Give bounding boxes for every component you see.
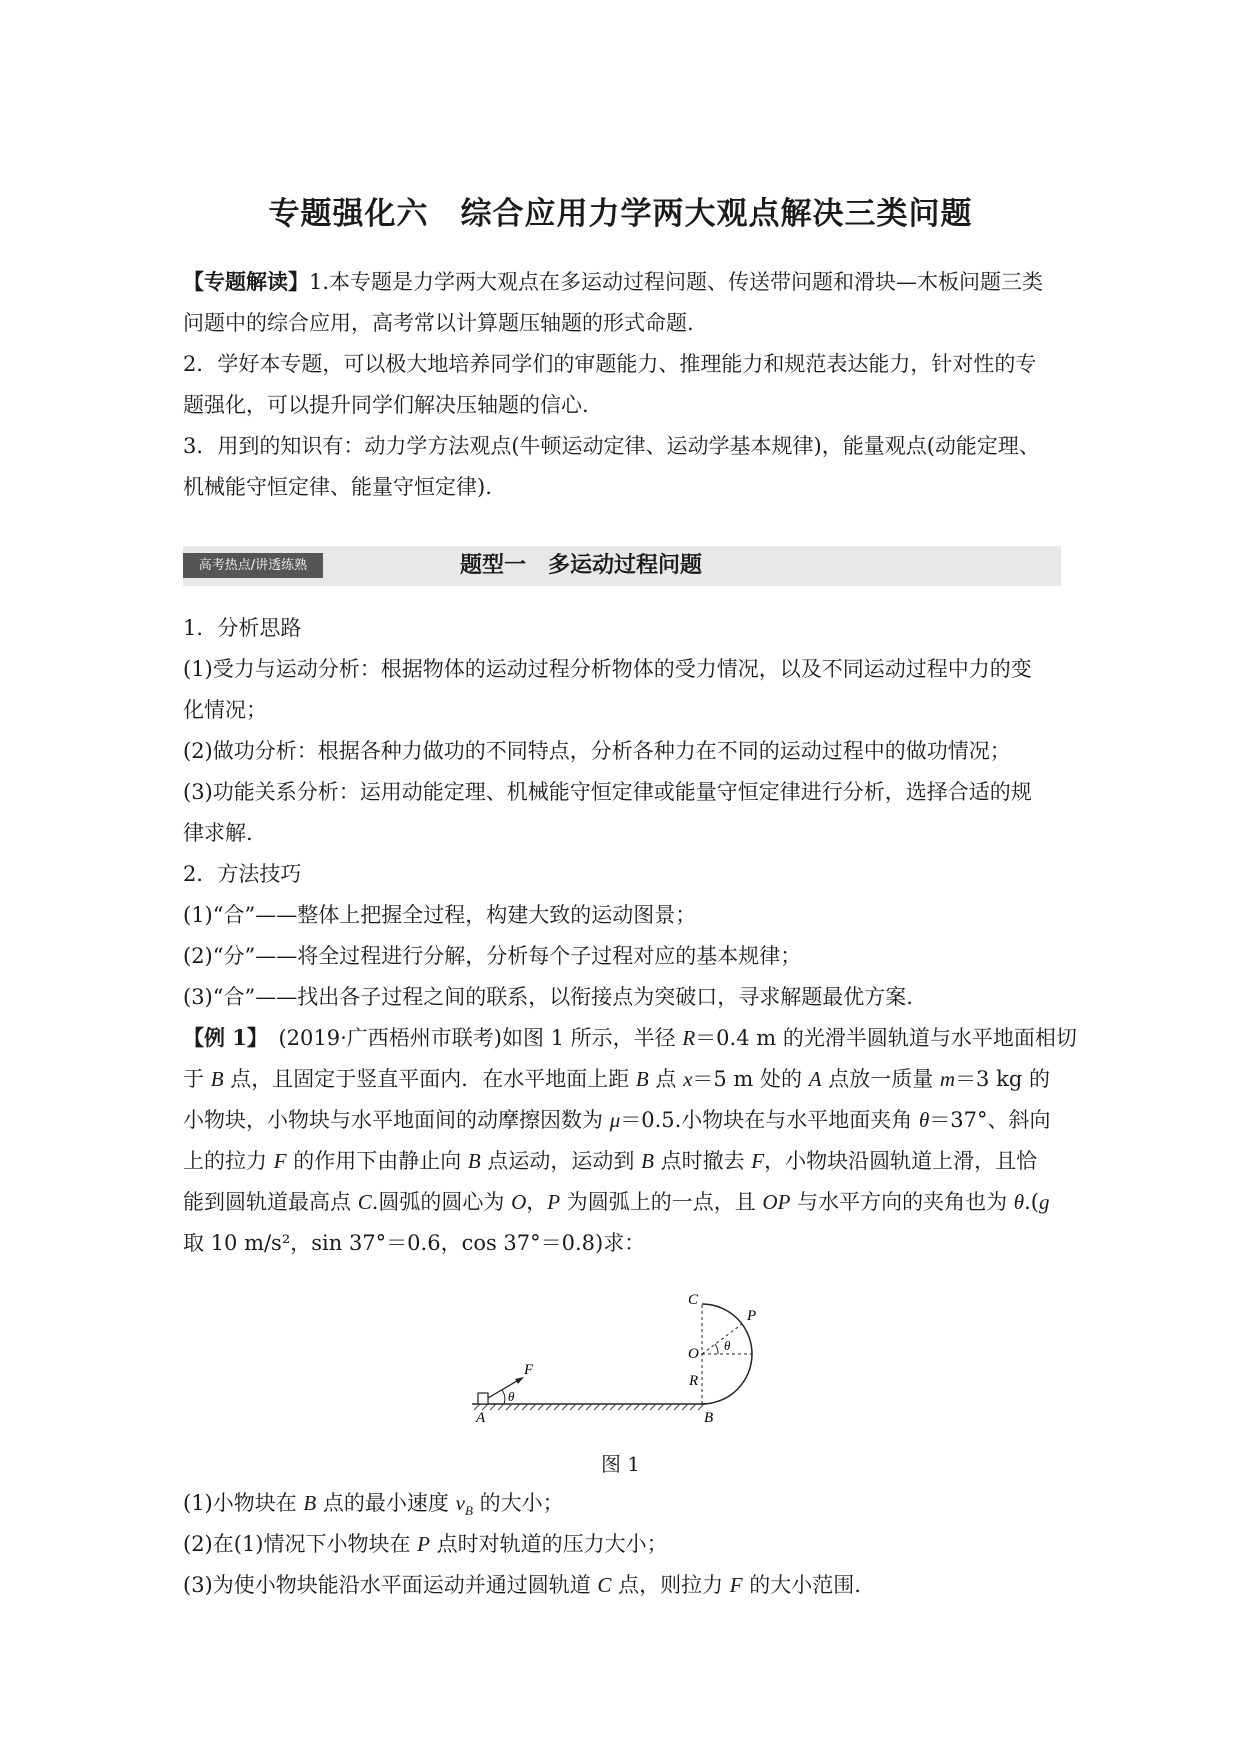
example-text: 点 [648,1067,684,1091]
method-heading: 2．方法技巧 [183,862,302,886]
arrow-head-icon [515,1377,524,1384]
block [478,1393,488,1404]
symbol: O [511,1190,527,1214]
question-text: (3)为使小物块能沿水平面运动并通过圆轨道 [183,1573,598,1597]
analysis-heading: 1．分析思路 [183,616,302,640]
page-title: 专题强化六 综合应用力学两大观点解决三类问题 [268,196,973,232]
label-B: B [704,1410,714,1426]
example-line [183,1064,1063,1094]
method-line: (1)“合”——整体上把握全过程，构建大致的运动图景； [183,903,697,927]
symbol: v [455,1491,465,1515]
symbol: B [464,1503,473,1519]
analysis-line: 化情况； [183,698,267,722]
analysis-line: 律求解. [183,821,253,845]
example-line [183,1187,1063,1217]
symbol: θ [1013,1190,1025,1214]
example-text: (2019·广西梧州市联考)如图 1 所示，半径 [278,1026,683,1050]
question-1 [183,1488,1063,1527]
example-text: 能到圆轨道最高点 [183,1190,358,1214]
ground-hatch [474,1404,704,1410]
symbol: R [682,1026,696,1050]
example-text: 点运动，运动到 [480,1149,642,1173]
question-3 [183,1570,1063,1600]
label-theta-A: θ [508,1389,515,1404]
radius-OP [702,1324,742,1354]
section-tag: 高考热点/讲透练熟 [183,553,323,578]
example-text: ＝3 kg 的 [955,1067,1050,1091]
section-title: 题型一 多运动过程问题 [460,553,703,578]
analysis-line: (3)功能关系分析：运用动能定理、机械能守恒定律或能量守恒定律进行分析，选择合适的规 [183,780,1032,804]
method-line: (2)“分”——将全过程进行分解，分析每个子过程对应的基本规律； [183,944,802,968]
example-text: ＝0.4 m 的光滑半圆轨道与水平地面相切 [695,1026,1077,1050]
intro-line: 问题中的综合应用，高考常以计算题压轴题的形式命题. [183,311,694,335]
intro-text: 1.本专题是力学两大观点在多运动过程问题、传送带问题和滑块—木板问题三类 [309,270,1044,294]
analysis-line: (1)受力与运动分析：根据物体的运动过程分析物体的受力情况，以及不同运动过程中力的变 [183,657,1032,681]
example-text: 于 [183,1067,211,1091]
question-text: 的大小； [472,1491,564,1515]
method-line: (3)“合”——找出各子过程之间的联系，以衔接点为突破口，寻求解题最优方案. [183,985,913,1009]
label-F: F [524,1362,534,1378]
example-text: ，小物块沿圆轨道上滑，且恰 [764,1149,1038,1173]
symbol: A [808,1067,822,1091]
symbol: C [597,1573,612,1597]
symbol: μ [609,1108,621,1132]
symbol: C [357,1190,372,1214]
symbol: OP [762,1190,791,1214]
question-text: (2)在(1)情况下小物块在 [183,1532,418,1556]
example-text: ， [526,1190,548,1214]
symbol: P [547,1190,561,1214]
angle-arc-O [715,1344,718,1354]
symbol: F [751,1149,765,1173]
example-text: 上的拉力 [183,1149,274,1173]
symbol: g [1038,1190,1050,1214]
example-text: 为圆弧上的一点，且 [560,1190,763,1214]
example-text: ＝37°、斜向 [929,1108,1051,1132]
symbol: B [210,1067,224,1091]
example-text: .( [1024,1190,1039,1214]
label-O: O [688,1346,699,1362]
symbol: B [635,1067,649,1091]
example-text: 的作用下由静止向 [286,1149,468,1173]
symbol: θ [918,1108,930,1132]
symbol: B [303,1491,317,1515]
question-text: 点，则拉力 [611,1573,730,1597]
example-text: 点时撤去 [653,1149,752,1173]
question-text: 点时对轨道的压力大小； [430,1532,668,1556]
figure-caption: 图 1 [600,1452,641,1476]
intro-tag: 【专题解读】 [183,269,309,294]
label-theta-O: θ [724,1338,731,1353]
example-tag: 【例 1】 [183,1025,258,1050]
example-line [183,1146,1063,1176]
intro-line: 机械能守恒定律、能量守恒定律). [183,475,492,499]
question-text: (1)小物块在 [183,1491,304,1515]
label-P: P [747,1308,757,1324]
example-line [183,1023,1077,1053]
symbol: x [683,1067,693,1091]
label-A: A [476,1410,486,1426]
question-text: 点的最小速度 [316,1491,456,1515]
example-line [183,1105,1063,1135]
symbol: F [729,1573,743,1597]
symbol: m [939,1067,956,1091]
angle-arc-A [502,1390,505,1404]
symbol: F [273,1149,287,1173]
intro-line: 2．学好本专题，可以极大地培养同学们的审题能力、推理能力和规范表达能力，针对性的专 [183,352,1037,376]
question-text: 的大小范围. [742,1573,861,1597]
example-text: 点放一质量 [821,1067,940,1091]
analysis-line: (2)做功分析：根据各种力做功的不同特点，分析各种力在不同的运动过程中的做功情况； [183,739,1011,763]
label-C: C [688,1292,699,1308]
symbol: P [417,1532,430,1556]
example-text: ＝5 m 处的 [692,1067,809,1091]
example-text: 点，且固定于竖直平面内．在水平地面上距 [223,1067,636,1091]
label-R: R [689,1373,699,1389]
symbol: B [467,1149,481,1173]
intro-line [183,267,1063,297]
intro-line: 3．用到的知识有：动力学方法观点(牛顿运动定律、运动学基本规律)，能量观点(动能定理、 [183,434,1040,458]
example-text: 与水平方向的夹角也为 [790,1190,1014,1214]
example-line: 取 10 m/s²，sin 37°＝0.6，cos 37°＝0.8)求： [183,1231,646,1255]
figure-1 [460,1290,790,1430]
example-text: 小物块，小物块与水平地面间的动摩擦因数为 [183,1108,610,1132]
question-2 [183,1529,1063,1559]
intro-line: 题强化，可以提升同学们解决压轴题的信心. [183,393,589,417]
example-text: .圆弧的圆心为 [371,1190,512,1214]
symbol: B [641,1149,654,1173]
example-text: ＝0.5.小物块在与水平地面夹角 [620,1108,919,1132]
